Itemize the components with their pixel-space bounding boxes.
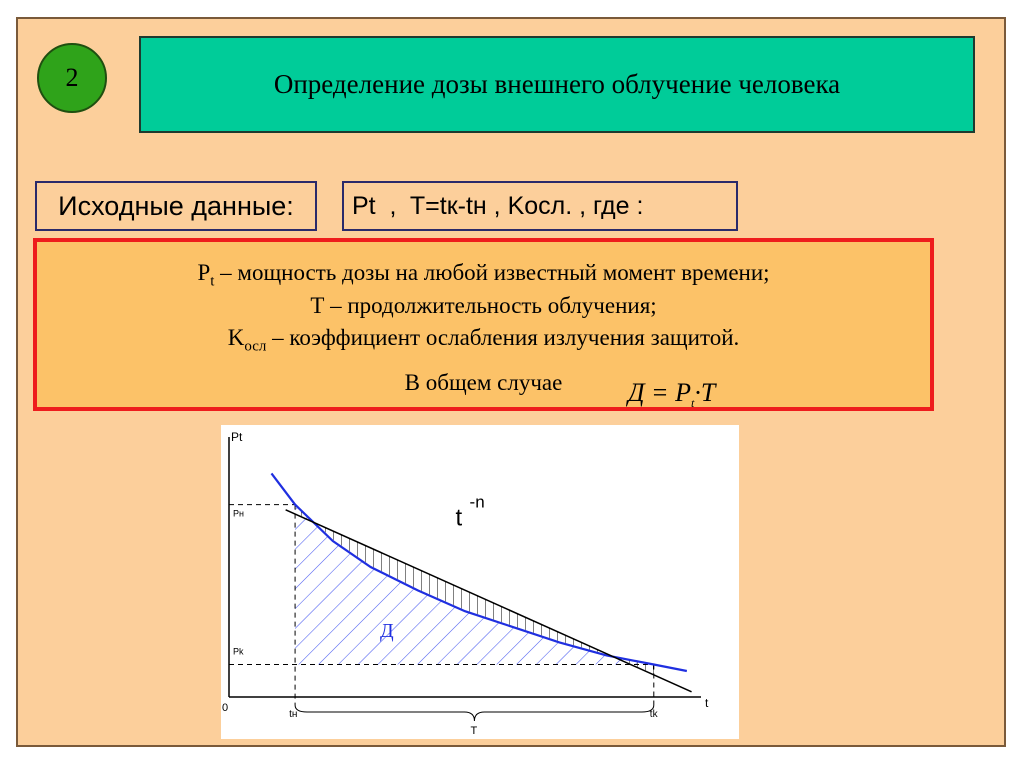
pk-label: Pk [233, 646, 244, 657]
definition-k-symbol: K [227, 325, 245, 350]
general-case-text: В общем случае [404, 370, 563, 395]
pn-label: Pн [233, 508, 244, 519]
definition-t: Т – продолжительность облучения; [310, 293, 657, 318]
page-title: Определение дозы внешнего облучение человека [273, 69, 841, 99]
dose-rate-chart-panel [221, 425, 739, 739]
x-axis-label: t [705, 696, 709, 710]
formula-lhs: Д = P [628, 378, 691, 407]
origin-label: 0 [222, 702, 229, 714]
region-label: Д [380, 620, 394, 643]
source-data-label: Исходные данные: [58, 190, 294, 221]
formula-subscript: t [690, 396, 695, 411]
title-box [139, 36, 975, 133]
tn-label: tн [289, 709, 298, 720]
slide-number-badge [37, 43, 107, 113]
tk-label: tk [649, 709, 658, 720]
dose-region-hatched [295, 505, 654, 665]
dose-formula [628, 378, 715, 411]
source-values: Pt , T=tк-tн , Kосл. , где : [352, 191, 644, 220]
curve-label: t [455, 504, 463, 532]
definition-k-subscript: осл [244, 338, 267, 355]
definition-k-text: – коэффициент ослабления излучения защитой. [266, 325, 740, 350]
definitions-box [33, 238, 934, 411]
definition-pt-text: – мощность дозы на любой известный момент времени; [214, 260, 770, 285]
source-values-box [342, 181, 738, 231]
formula-rhs: ·T [694, 378, 716, 407]
dose-rate-chart [221, 425, 739, 739]
y-axis-label: Pt [231, 430, 243, 444]
definition-k [37, 325, 930, 356]
slide-number: 2 [65, 63, 79, 92]
curve-exponent: -n [469, 492, 485, 512]
t-interval-brace [295, 705, 654, 721]
definition-pt-symbol: P [197, 260, 211, 285]
definition-pt-subscript: t [210, 273, 215, 290]
source-data-label-box [35, 181, 317, 231]
t-interval-label: T [470, 725, 478, 737]
definition-pt [37, 260, 930, 291]
